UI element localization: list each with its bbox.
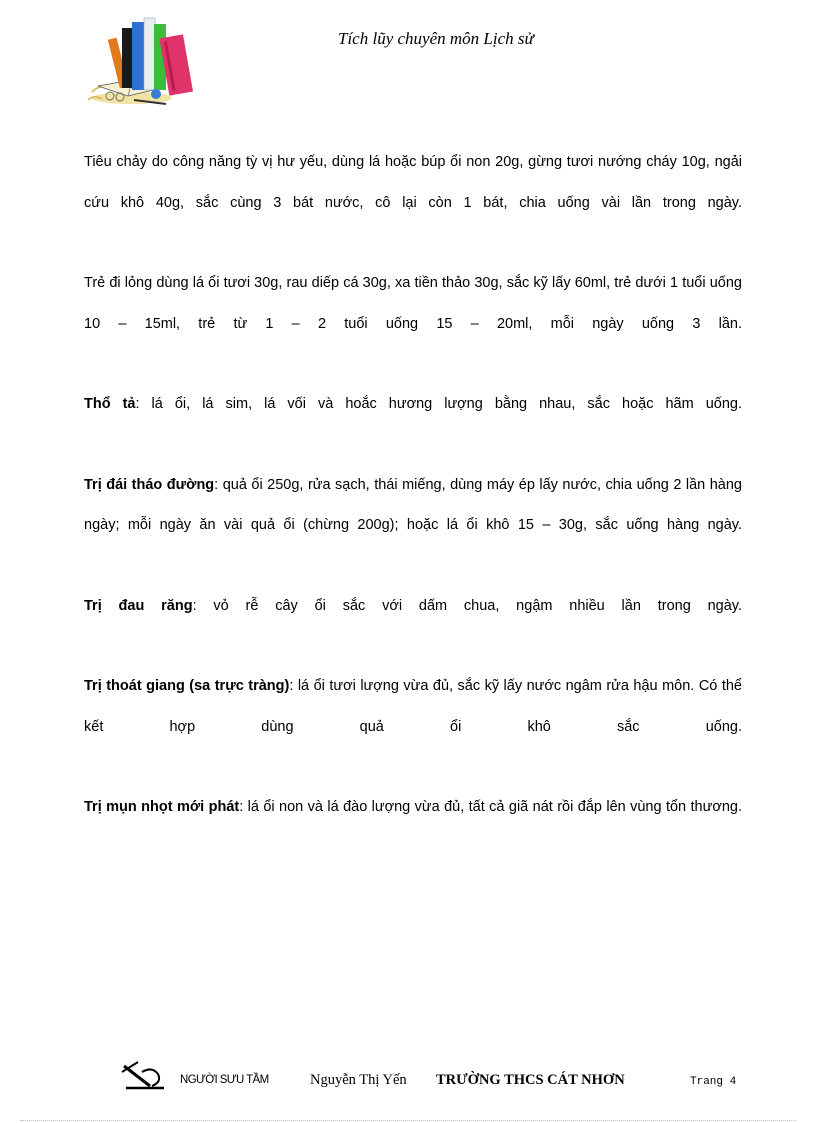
paragraph	[84, 666, 742, 747]
paragraph-lead: Trị thoát giang (sa trực tràng)	[84, 678, 290, 694]
page-footer	[0, 1068, 816, 1098]
paragraph-lead: Thổ tả	[84, 396, 136, 412]
page-number: Trang 4	[690, 1076, 737, 1088]
paragraph-text: : vỏ rễ cây ổi sắc với dấm chua, ngậm nhiều lần trong ngày.	[192, 597, 742, 614]
paragraph-text: Tiêu chảy do công năng tỳ vị hư yếu, dùng lá hoặc búp ổi non 20g, gừng tươi nướng cháy 10g, ngải cứu khô 40g, sắc cùng 3 bát nước, cô lại còn 1 bát, chia uống vài lần trong ngày.	[84, 154, 742, 211]
footer-collector-label: NGƯỜI SƯU TẦM	[180, 1074, 269, 1086]
paragraph-text: Trẻ đi lỏng dùng lá ổi tươi 30g, rau diếp cá 30g, xa tiền thảo 30g, sắc kỹ lấy 60ml, trẻ dưới 1 tuổi uống 10 – 15ml, trẻ từ 1 – 2 tuổi uống 15 – 20ml, mỗi ngày uống 3 lần.	[84, 275, 742, 332]
page-bottom-divider	[20, 1120, 796, 1121]
paragraph-text: : quả ổi 250g, rửa sạch, thái miếng, dùng máy ép lấy nước, chia uống 2 lần hàng ngày; mỗi ngày ăn vài quả ổi (chừng 200g); hoặc lá ổi khô 15 – 30g, sắc uống hàng ngày.	[84, 476, 742, 533]
footer-school-name: TRƯỜNG THCS CÁT NHƠN	[436, 1072, 625, 1088]
paragraph	[84, 465, 742, 546]
header-title: Tích lũy chuyên môn Lịch sử	[338, 29, 534, 48]
books-logo-icon	[84, 14, 204, 110]
signature-pen-icon	[120, 1060, 166, 1092]
paragraph-lead: Trị mụn nhọt mới phát	[84, 799, 240, 815]
paragraph-lead: Trị đái tháo đường	[84, 476, 215, 493]
paragraph	[84, 384, 742, 425]
paragraph	[84, 142, 742, 223]
paragraph	[84, 586, 742, 627]
paragraph-text: : lá ổi, lá sim, lá vối và hoắc hương lượng bằng nhau, sắc hoặc hãm uống.	[135, 396, 742, 412]
paragraph-lead: Trị đau răng	[84, 597, 193, 614]
paragraph	[84, 787, 742, 828]
paragraph	[84, 263, 742, 344]
paragraph-text: : lá ổi tươi lượng vừa đủ, sắc kỹ lấy nước ngâm rửa hậu môn. Có thể kết hợp dùng quả ổi khô sắc uống.	[84, 678, 743, 735]
document-body	[84, 142, 742, 868]
footer-author-name: Nguyễn Thị Yến	[310, 1072, 407, 1088]
paragraph-text: : lá ổi non và lá đào lượng vừa đủ, tất cả giã nát rồi đắp lên vùng tổn thương.	[239, 799, 742, 815]
